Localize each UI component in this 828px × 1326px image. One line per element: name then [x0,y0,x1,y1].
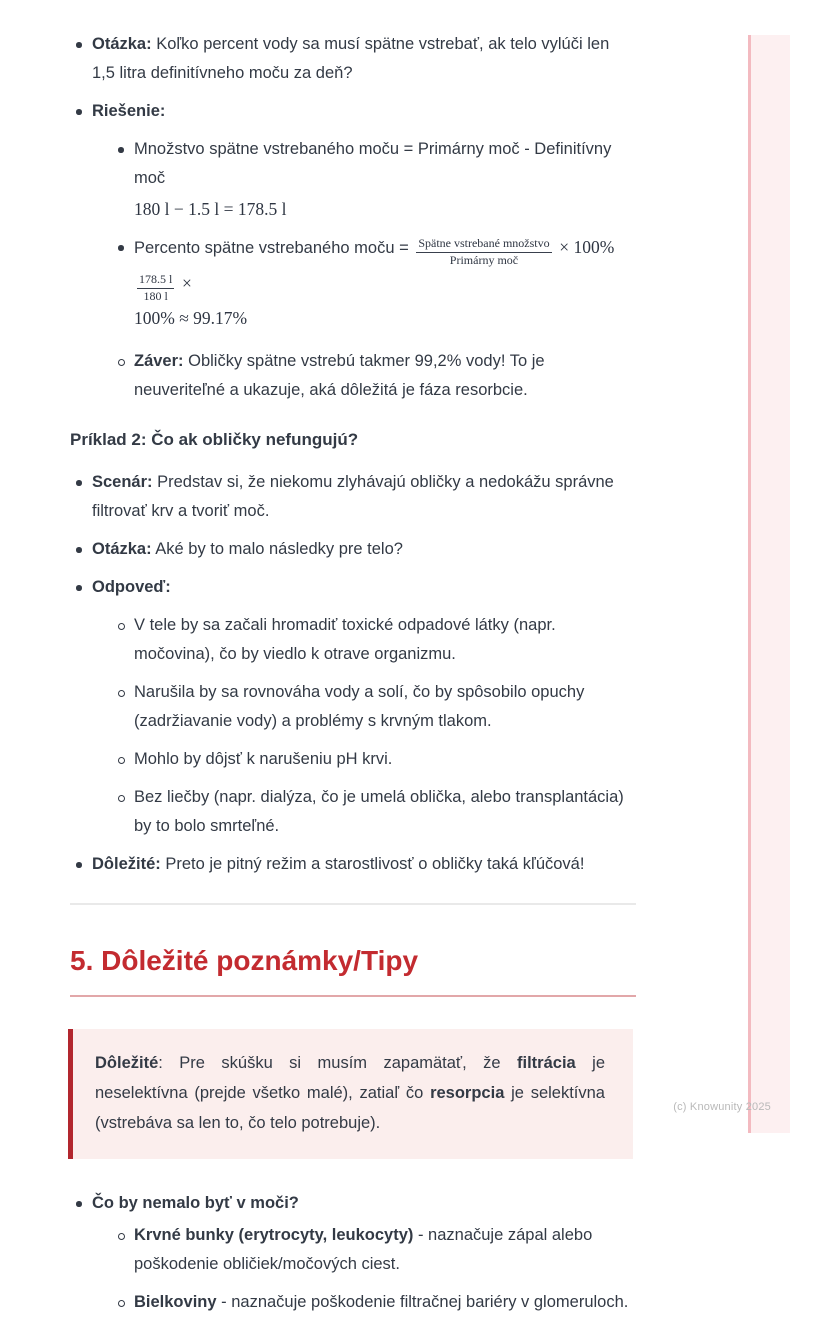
list-item-odpoved [70,573,636,602]
mnozstvo-text: Množstvo spätne vstrebaného moču = Primárny moč - Definitívny moč [134,140,612,187]
label-zaver: Záver: [134,352,184,371]
list-item-text [134,347,636,405]
fraction-denominator: 180 l [143,288,168,303]
riesenie-sublist [70,135,636,405]
page-edge-stripe [748,35,790,1133]
list-item-text [134,135,636,224]
otazka-1-text: Koľko percent vody sa musí spätne vstrebať, ak telo vylúči len 1,5 litra definitívneho moču za deň? [92,35,610,82]
bullet-icon [118,147,124,153]
section-divider [70,903,636,905]
circle-bullet-icon [118,1300,125,1307]
label-scenar: Scenár: [92,473,153,492]
krvne-bunky-text: - naznačuje zápal alebo poškodenie obličiek/močových ciest. [134,1226,593,1274]
list-item-odpoved-4 [112,783,636,841]
list-item-otazka-2 [70,535,636,564]
content-column [70,30,636,1326]
list-item-text [134,1288,636,1317]
callout-label: Dôležité [95,1054,159,1073]
bullet-icon [76,109,82,115]
list-item-text: Bez liečby (napr. dialýza, čo je umelá oblička, alebo transplantácia) by to bolo smrteľné. [134,788,624,836]
list-item-odpoved-2 [112,678,636,736]
label-dolezite: Dôležité: [92,855,161,874]
bullet-icon [76,862,82,868]
label-otazka: Otázka: [92,540,152,559]
label-otazka: Otázka: [92,35,152,53]
label-odpoved: Odpoveď: [92,578,171,597]
list-item-zaver [112,347,636,405]
callout-text-3: je selektívna (vstrebáva sa len to, čo telo potrebuje). [95,1084,605,1133]
list-item-percento [112,233,636,334]
percento-lead: Percento spätne vstrebaného moču = [134,239,409,257]
math-times-100: × 100% [559,237,615,257]
dolezite-text: Preto je pitný režim a starostlivosť o obličky taká kľúčová! [160,855,585,874]
circle-bullet-icon [118,1233,125,1240]
list-item-dolezite [70,850,636,879]
list-item-scenar [70,468,636,526]
circle-bullet-icon [118,623,125,630]
list-item-text [92,535,636,564]
list-item-krvne-bunky [112,1221,636,1279]
list-item-otazka-1 [70,30,636,88]
list-item-mnozstvo [112,135,636,224]
list-item-odpoved-1 [112,611,636,669]
list-item-text [92,30,636,88]
knowunity-watermark: (c) Knowunity 2025 [673,1101,771,1113]
fraction-denominator: Primárny moč [449,253,519,267]
bullet-icon [118,245,124,251]
math-fraction-1 [416,236,551,268]
bielkoviny-text: - naznačuje poškodenie filtračnej bariéry v glomeruloch. [216,1293,629,1312]
list-item-text [134,1221,636,1279]
math-times: × [181,272,192,293]
zaver-text: Obličky spätne vstrebú takmer 99,2% vody! To je neuveriteľné a ukazuje, aká dôležitá je fáza resorbcie. [134,352,545,400]
list-item-text [92,573,636,602]
callout-term-resorpcia: resorpcia [430,1084,505,1103]
circle-bullet-icon [118,690,125,697]
callout-text-1: : Pre skúšku si musím zapamätať, že [158,1054,518,1073]
circle-bullet-icon [118,795,125,802]
bullet-icon [76,480,82,486]
section-5-heading: 5. Dôležité poznámky/Tipy [70,945,636,997]
list-item-text: Čo by nemalo byť v moči? [92,1194,299,1213]
circle-bullet-icon [118,359,125,366]
odpoved-sublist [70,611,636,841]
bullet-icon [76,547,82,553]
bullet-icon [76,585,82,591]
bullet-icon [76,42,82,48]
list-item-text [92,468,636,526]
list-item-moc-question [70,1189,636,1218]
otazka-2-text: Aké by to malo následky pre telo? [151,540,403,559]
callout-text-2: je neselektívna (prejde všetko malé), zatiaľ čo [95,1054,605,1103]
list-item-text [92,850,636,879]
bullet-icon [76,1201,82,1207]
label-bielkoviny: Bielkoviny [134,1293,217,1312]
math-result-line: 100% ≈ 99.17% [134,308,248,329]
list-item-odpoved-3 [112,745,636,774]
list-item-text [92,97,636,126]
fraction-numerator: 178.5 l [137,272,174,289]
list-item-text: V tele by sa začali hromadiť toxické odpadové látky (napr. močovina), čo by viedlo k otrave organizmu. [134,616,556,664]
fraction-numerator: Spätne vstrebané množstvo [416,236,551,253]
list-item-riesenie [70,97,636,126]
list-item-text [134,233,636,334]
label-riesenie: Riešenie: [92,102,166,120]
math-line-subtraction: 180 l − 1.5 l = 178.5 l [134,199,287,219]
moc-sublist [70,1221,636,1317]
math-fraction-2 [137,272,174,304]
circle-bullet-icon [118,757,125,764]
list-item-text: Mohlo by dôjsť k narušeniu pH krvi. [134,750,393,769]
scenar-text: Predstav si, že niekomu zlyhávajú obličky a nedokážu správne filtrovať krv a tvoriť moč. [92,473,614,521]
important-callout-box [68,1029,633,1159]
callout-term-filtracia: filtrácia [517,1054,576,1073]
list-item-text: Narušila by sa rovnováha vody a solí, čo by spôsobilo opuchy (zadržiavanie vody) a problémy s krvným tlakom. [134,683,585,731]
list-item-bielkoviny [112,1288,636,1317]
heading-priklad-2: Príklad 2: Čo ak obličky nefungujú? [70,430,359,450]
label-krvne-bunky: Krvné bunky (erytrocyty, leukocyty) [134,1226,414,1245]
